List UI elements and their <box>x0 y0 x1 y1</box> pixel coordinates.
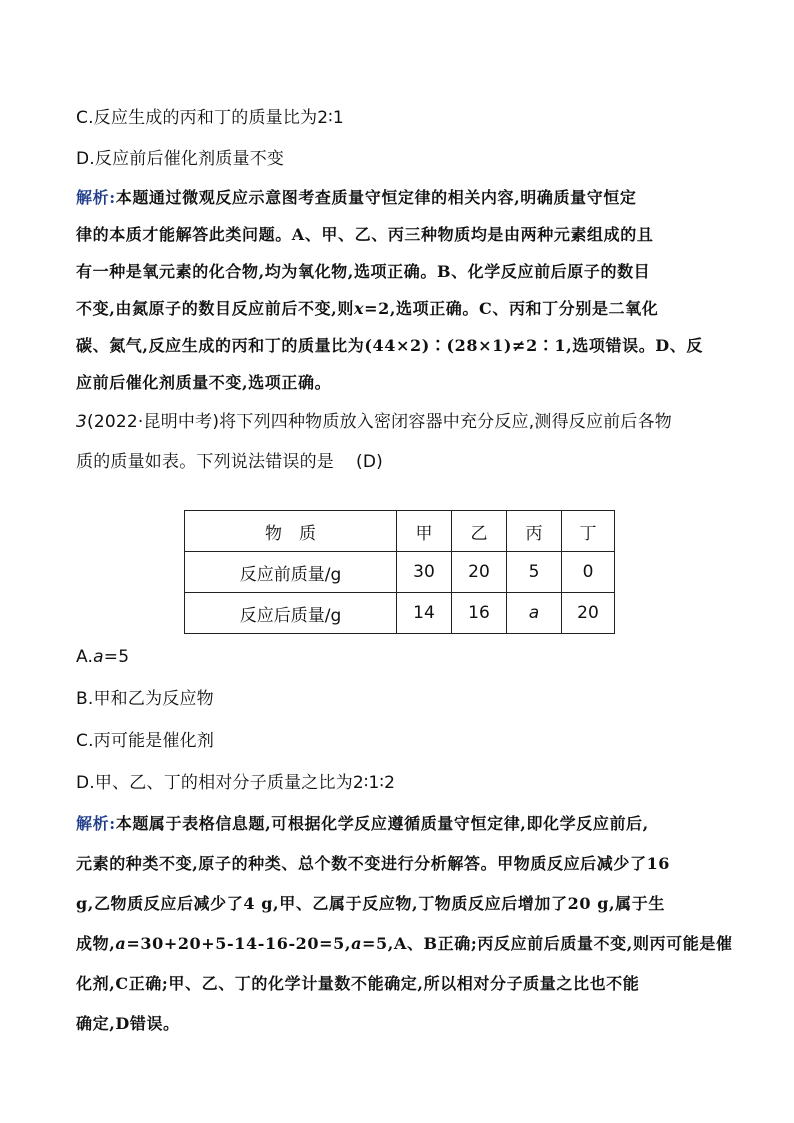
explanation-1-line-3: 有一种是氧元素的化合物,均为氧化物,选项正确。B、化学反应前后原子的数目 <box>76 262 651 281</box>
explanation-label: 解析 <box>76 814 110 833</box>
table-cell: 0 <box>562 552 615 593</box>
table-header-cell: 物 质 <box>185 511 397 552</box>
explanation-1-line-6: 应前后催化剂质量不变,选项正确。 <box>76 373 332 392</box>
explanation-2-line-1: 解析:本题属于表格信息题,可根据化学反应遵循质量守恒定律,即化学反应前后, <box>76 814 649 833</box>
table-row <box>185 552 615 593</box>
explanation-label: 解析 <box>76 188 110 207</box>
table-cell: 30 <box>397 552 452 593</box>
table-row-label: 反应前质量/g <box>185 552 397 593</box>
explanation-1-line-4: 不变,由氮原子的数目反应前后不变,则x=2,选项正确。C、丙和丁分别是二氧化 <box>76 299 659 318</box>
explanation-1-line-2: 律的本质才能解答此类问题。A、甲、乙、丙三种物质均是由两种元素组成的且 <box>76 225 654 244</box>
explanation-2-line-6: 确定,D错误。 <box>76 1014 180 1033</box>
explanation-1-line-1: 解析:本题通过微观反应示意图考查质量守恒定律的相关内容,明确质量守恒定 <box>76 188 637 207</box>
answer-mark: (D) <box>356 452 383 472</box>
option-d-top: D.反应前后催化剂质量不变 <box>76 149 285 169</box>
table-header-cell: 甲 <box>397 511 452 552</box>
mass-table <box>184 510 615 634</box>
option-c-top: C.反应生成的丙和丁的质量比为2∶1 <box>76 108 344 128</box>
table-cell: 20 <box>562 593 615 634</box>
option-c: C.丙可能是催化剂 <box>76 731 215 751</box>
option-d: D.甲、乙、丁的相对分子质量之比为2∶1∶2 <box>76 773 396 793</box>
table-cell: 20 <box>452 552 507 593</box>
table-header-cell: 丁 <box>562 511 615 552</box>
explanation-2-line-5: 化剂,C正确;甲、乙、丁的化学计量数不能确定,所以相对分子质量之比也不能 <box>76 974 640 993</box>
option-a: A.a=5 <box>76 647 130 667</box>
table-cell: 14 <box>397 593 452 634</box>
explanation-2-line-4: 成物,a=30+20+5-14-16-20=5,a=5,A、B正确;丙反应前后质量不变,则丙可能是催 <box>76 934 733 953</box>
question-3-line-1: 3(2022·昆明中考)将下列四种物质放入密闭容器中充分反应,测得反应前后各物 <box>76 412 672 432</box>
explanation-1-line-5: 碳、氮气,反应生成的丙和丁的质量比为(44×2)∶(28×1)≠2∶1,选项错误。D、反 <box>76 336 703 355</box>
table-row-label: 反应后质量/g <box>185 593 397 634</box>
question-3-line-2: 质的质量如表。下列说法错误的是 (D) <box>76 452 383 472</box>
table-header-cell: 乙 <box>452 511 507 552</box>
table-cell: 16 <box>452 593 507 634</box>
explanation-2-line-3: g,乙物质反应后减少了4 g,甲、乙属于反应物,丁物质反应后增加了20 g,属于生 <box>76 894 665 913</box>
table-row <box>185 593 615 634</box>
table-cell: 5 <box>507 552 562 593</box>
question-number: 3 <box>76 412 88 432</box>
table-cell: a <box>507 593 562 634</box>
table-header-cell: 丙 <box>507 511 562 552</box>
table-header-row <box>185 511 615 552</box>
explanation-2-line-2: 元素的种类不变,原子的种类、总个数不变进行分析解答。甲物质反应后减少了16 <box>76 854 671 873</box>
option-b: B.甲和乙为反应物 <box>76 689 214 709</box>
